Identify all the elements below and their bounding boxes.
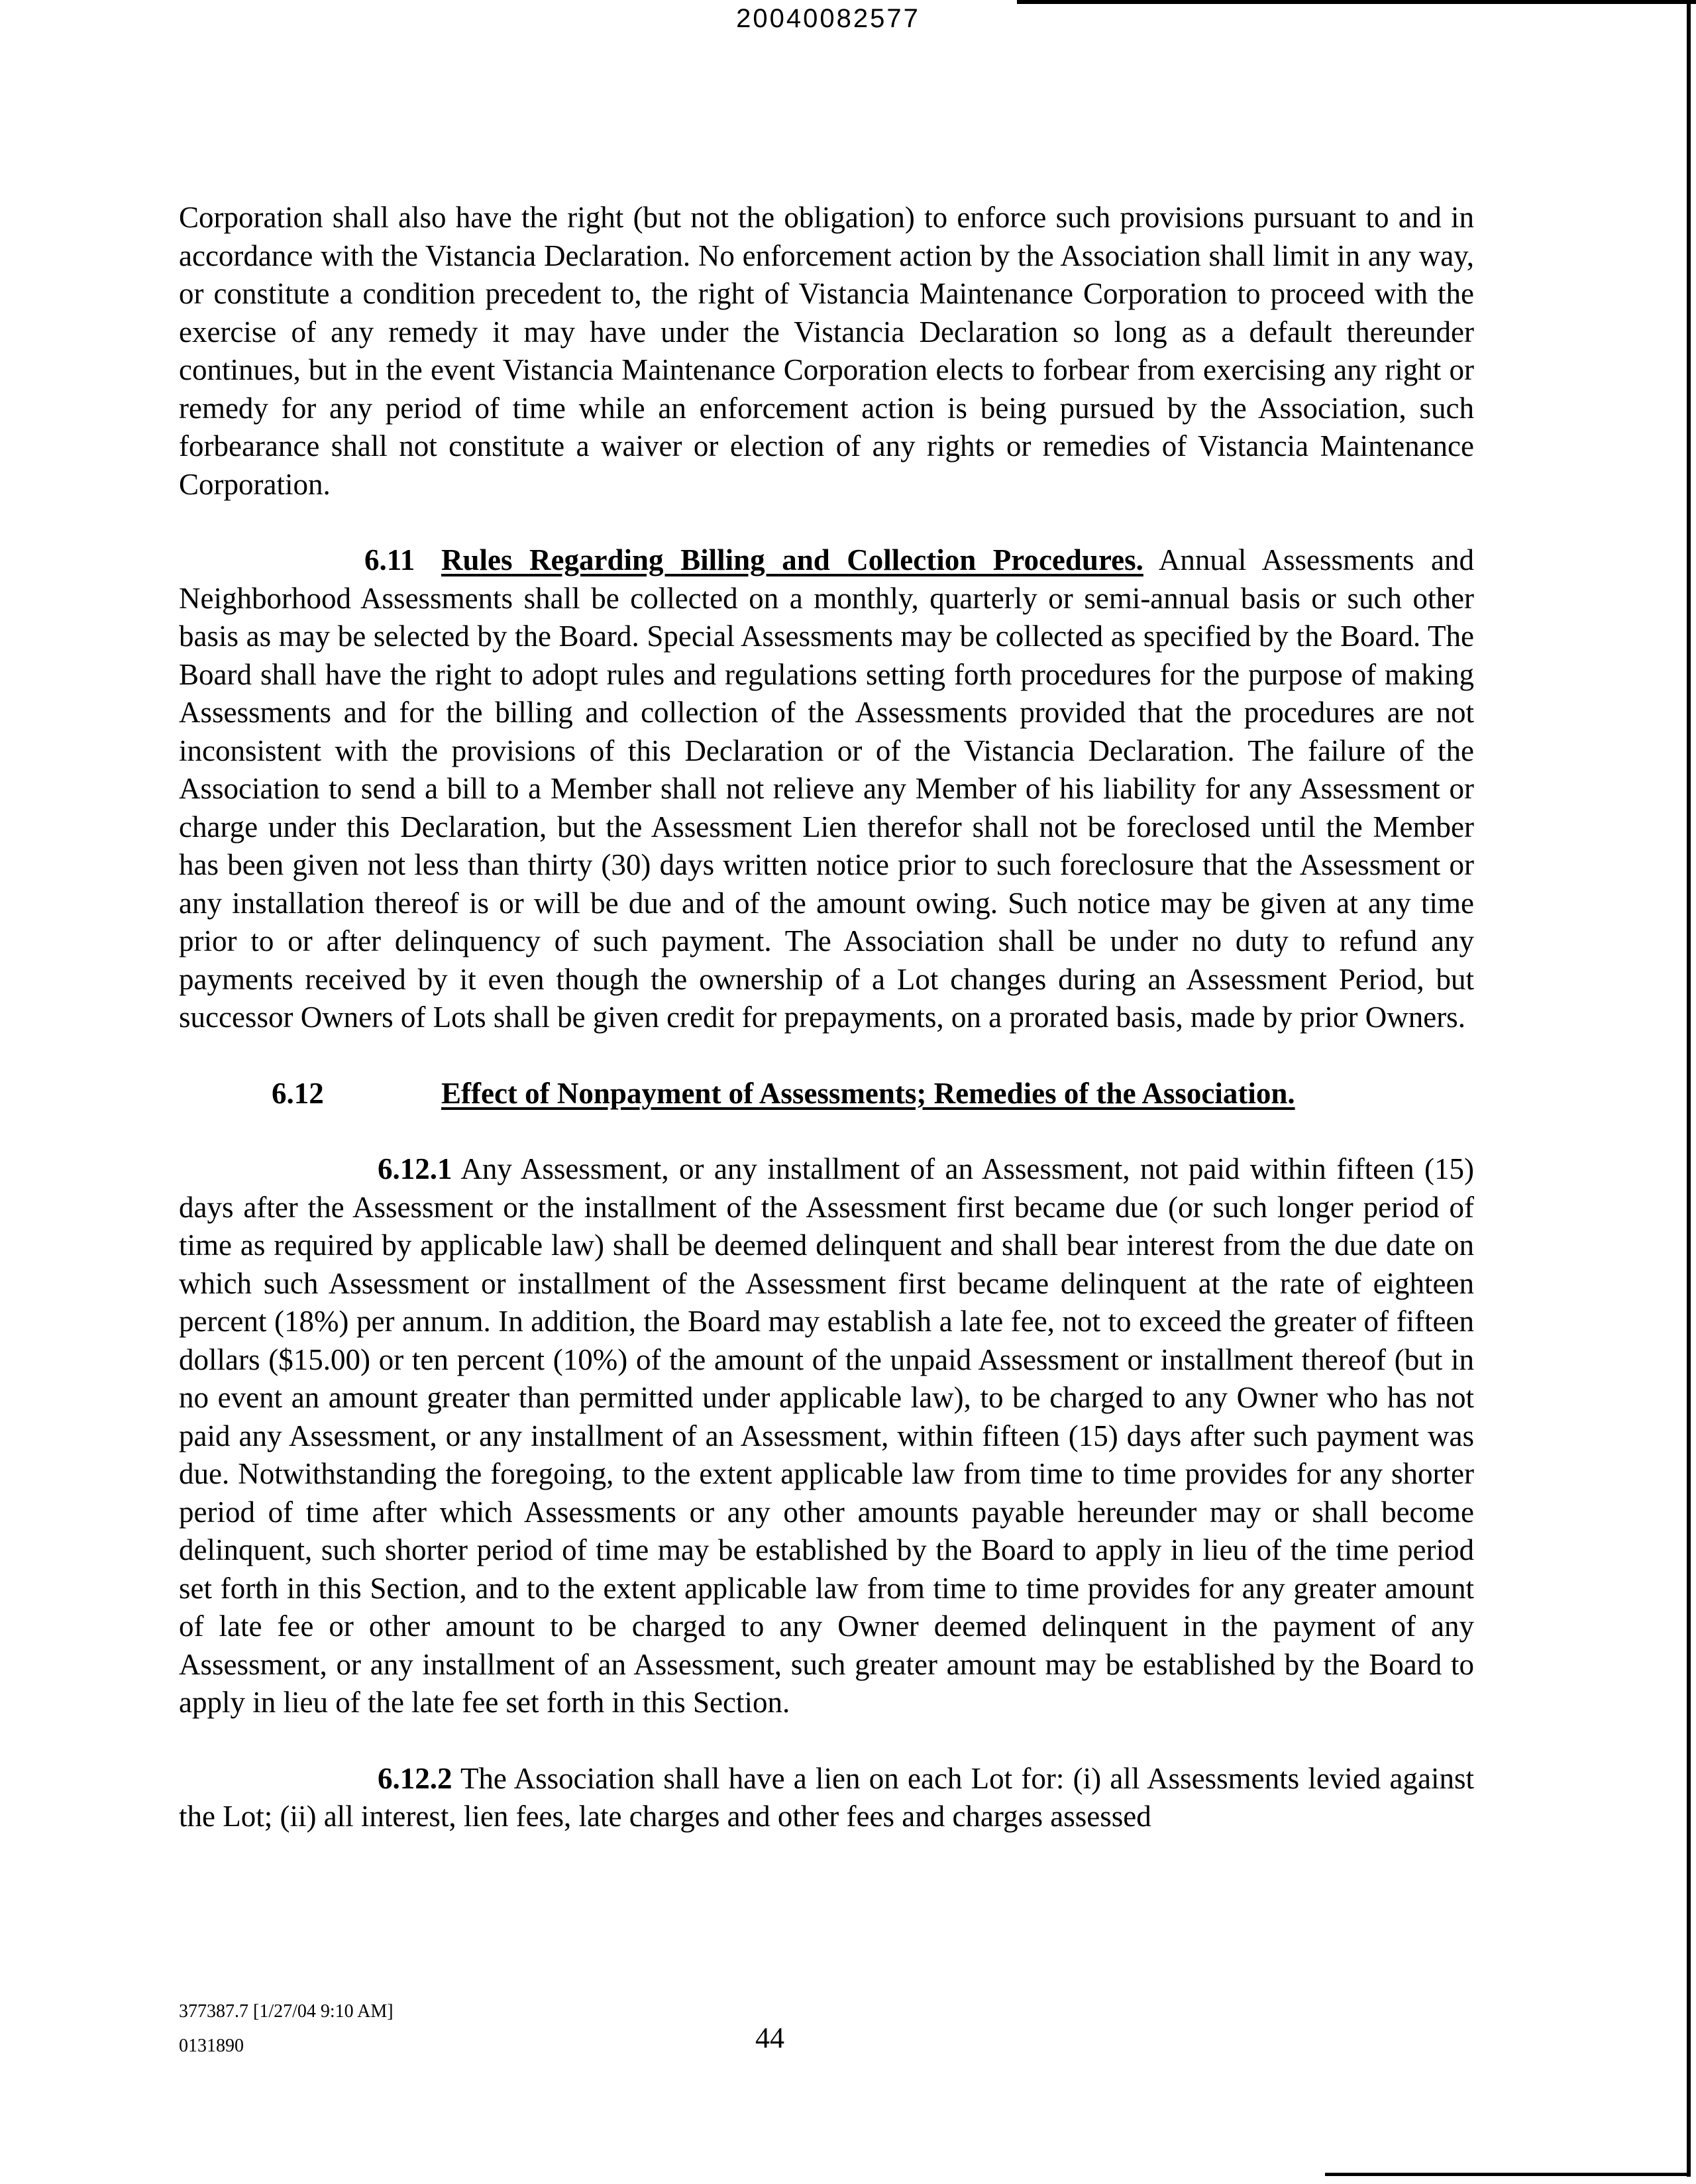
section-6-12-heading [179,1075,1474,1113]
footer-doc-id: 377387.7 [1/27/04 9:10 AM] [179,2001,394,2022]
document-body [179,199,1474,1874]
footer-client-number: 0131890 [179,2036,244,2056]
subsection-6-12-1 [179,1150,1474,1722]
subsection-text: Any Assessment, or any installment of an Assessment, not paid within fifteen (15) days after the Assessment or the installment of the Assessment first became due (or such longer period of time as required by applicable law) shall be deemed delinquent and shall bear interest from the due date on which such Assessment or installment of the Assessment first became delinquent at the rate of eighteen percent (18%) per annum. In addition, the Board may establish a late fee, not to exceed the greater of fifteen dollars ($15.00) or ten percent (10%) of the amount of the unpaid Assessment or installment thereof (but in no event an amount greater than permitted under applicable law), to be charged to any Owner who has not paid any Assessment, or any installment of an Assessment, within fifteen (15) days after such payment was due. Notwithstanding the foregoing, to the extent applicable law from time to time provides for any shorter period of time after which Assessments or any other amounts payable hereunder may or shall become delinquent, such shorter period of time may be established by the Board to apply in lieu of the time period set forth in this Section, and to the extent applicable law from time to time provides for any greater amount of late fee or other amount to be charged to any Owner deemed delinquent in the payment of any Assessment, or any installment of an Assessment, such greater amount may be established by the Board to apply in lieu of the late fee set forth in this Section. [179,1152,1474,1719]
recording-number: 20040082577 [736,4,920,33]
section-number: 6.12 [272,1076,324,1110]
subsection-number: 6.12.2 [378,1761,452,1795]
section-number: 6.11 [364,543,415,576]
scan-border-right [1687,0,1691,2177]
continuation-paragraph: Corporation shall also have the right (but not the obligation) to enforce such provisions pursuant to and in accordance with the Vistancia Declaration. No enforcement action by the Association shall limit in any way, or constitute a condition precedent to, the right of Vistancia Maintenance Corporation to proceed with the exercise of any remedy it may have under the Vistancia Declaration so long as a default thereunder continues, but in the event Vistancia Maintenance Corporation elects to forbear from exercising any right or remedy for any period of time while an enforcement action is being pursued by the Association, such forbearance shall not constitute a waiver or election of any rights or remedies of Vistancia Maintenance Corporation. [179,201,1474,501]
section-text: Annual Assessments and Neighborhood Assessments shall be collected on a monthly, quarterly or semi-annual basis or such other basis as may be selected by the Board. Special Assessments may be collected as specified by the Board. The Board shall have the right to adopt rules and regulations setting forth procedures for the purpose of making Assessments and for the billing and collection of the Assessments provided that the procedures are not inconsistent with the provisions of this Declaration or of the Vistancia Declaration. The failure of the Association to send a bill to a Member shall not relieve any Member of his liability for any Assessment or charge under this Declaration, but the Assessment Lien therefor shall not be foreclosed until the Member has been given not less than thirty (30) days written notice prior to such foreclosure that the Assessment or any installation thereof is or will be due and of the amount owing. Such notice may be given at any time prior to or after delinquency of such payment. The Association shall be under no duty to refund any payments received by it even though the ownership of a Lot changes during an Assessment Period, but successor Owners of Lots shall be given credit for prepayments, on a prorated basis, made by prior Owners. [179,543,1474,1034]
subsection-number: 6.12.1 [378,1152,452,1185]
subsection-6-12-2 [179,1760,1474,1836]
section-heading: Effect of Nonpayment of Assessments; Remedies of the Association. [441,1076,1295,1110]
subsection-text: The Association shall have a lien on each Lot for: (i) all Assessments levied against the Lot; (ii) all interest, lien fees, late charges and other fees and charges assessed [179,1761,1474,1833]
page-number: 44 [755,2022,784,2054]
scan-border-top [1017,0,1696,4]
section-heading: Rules Regarding Billing and Collection Procedures. [441,543,1143,576]
scan-border-bottom [1325,2173,1691,2176]
footer [179,1994,394,2063]
section-6-11 [179,541,1474,1037]
